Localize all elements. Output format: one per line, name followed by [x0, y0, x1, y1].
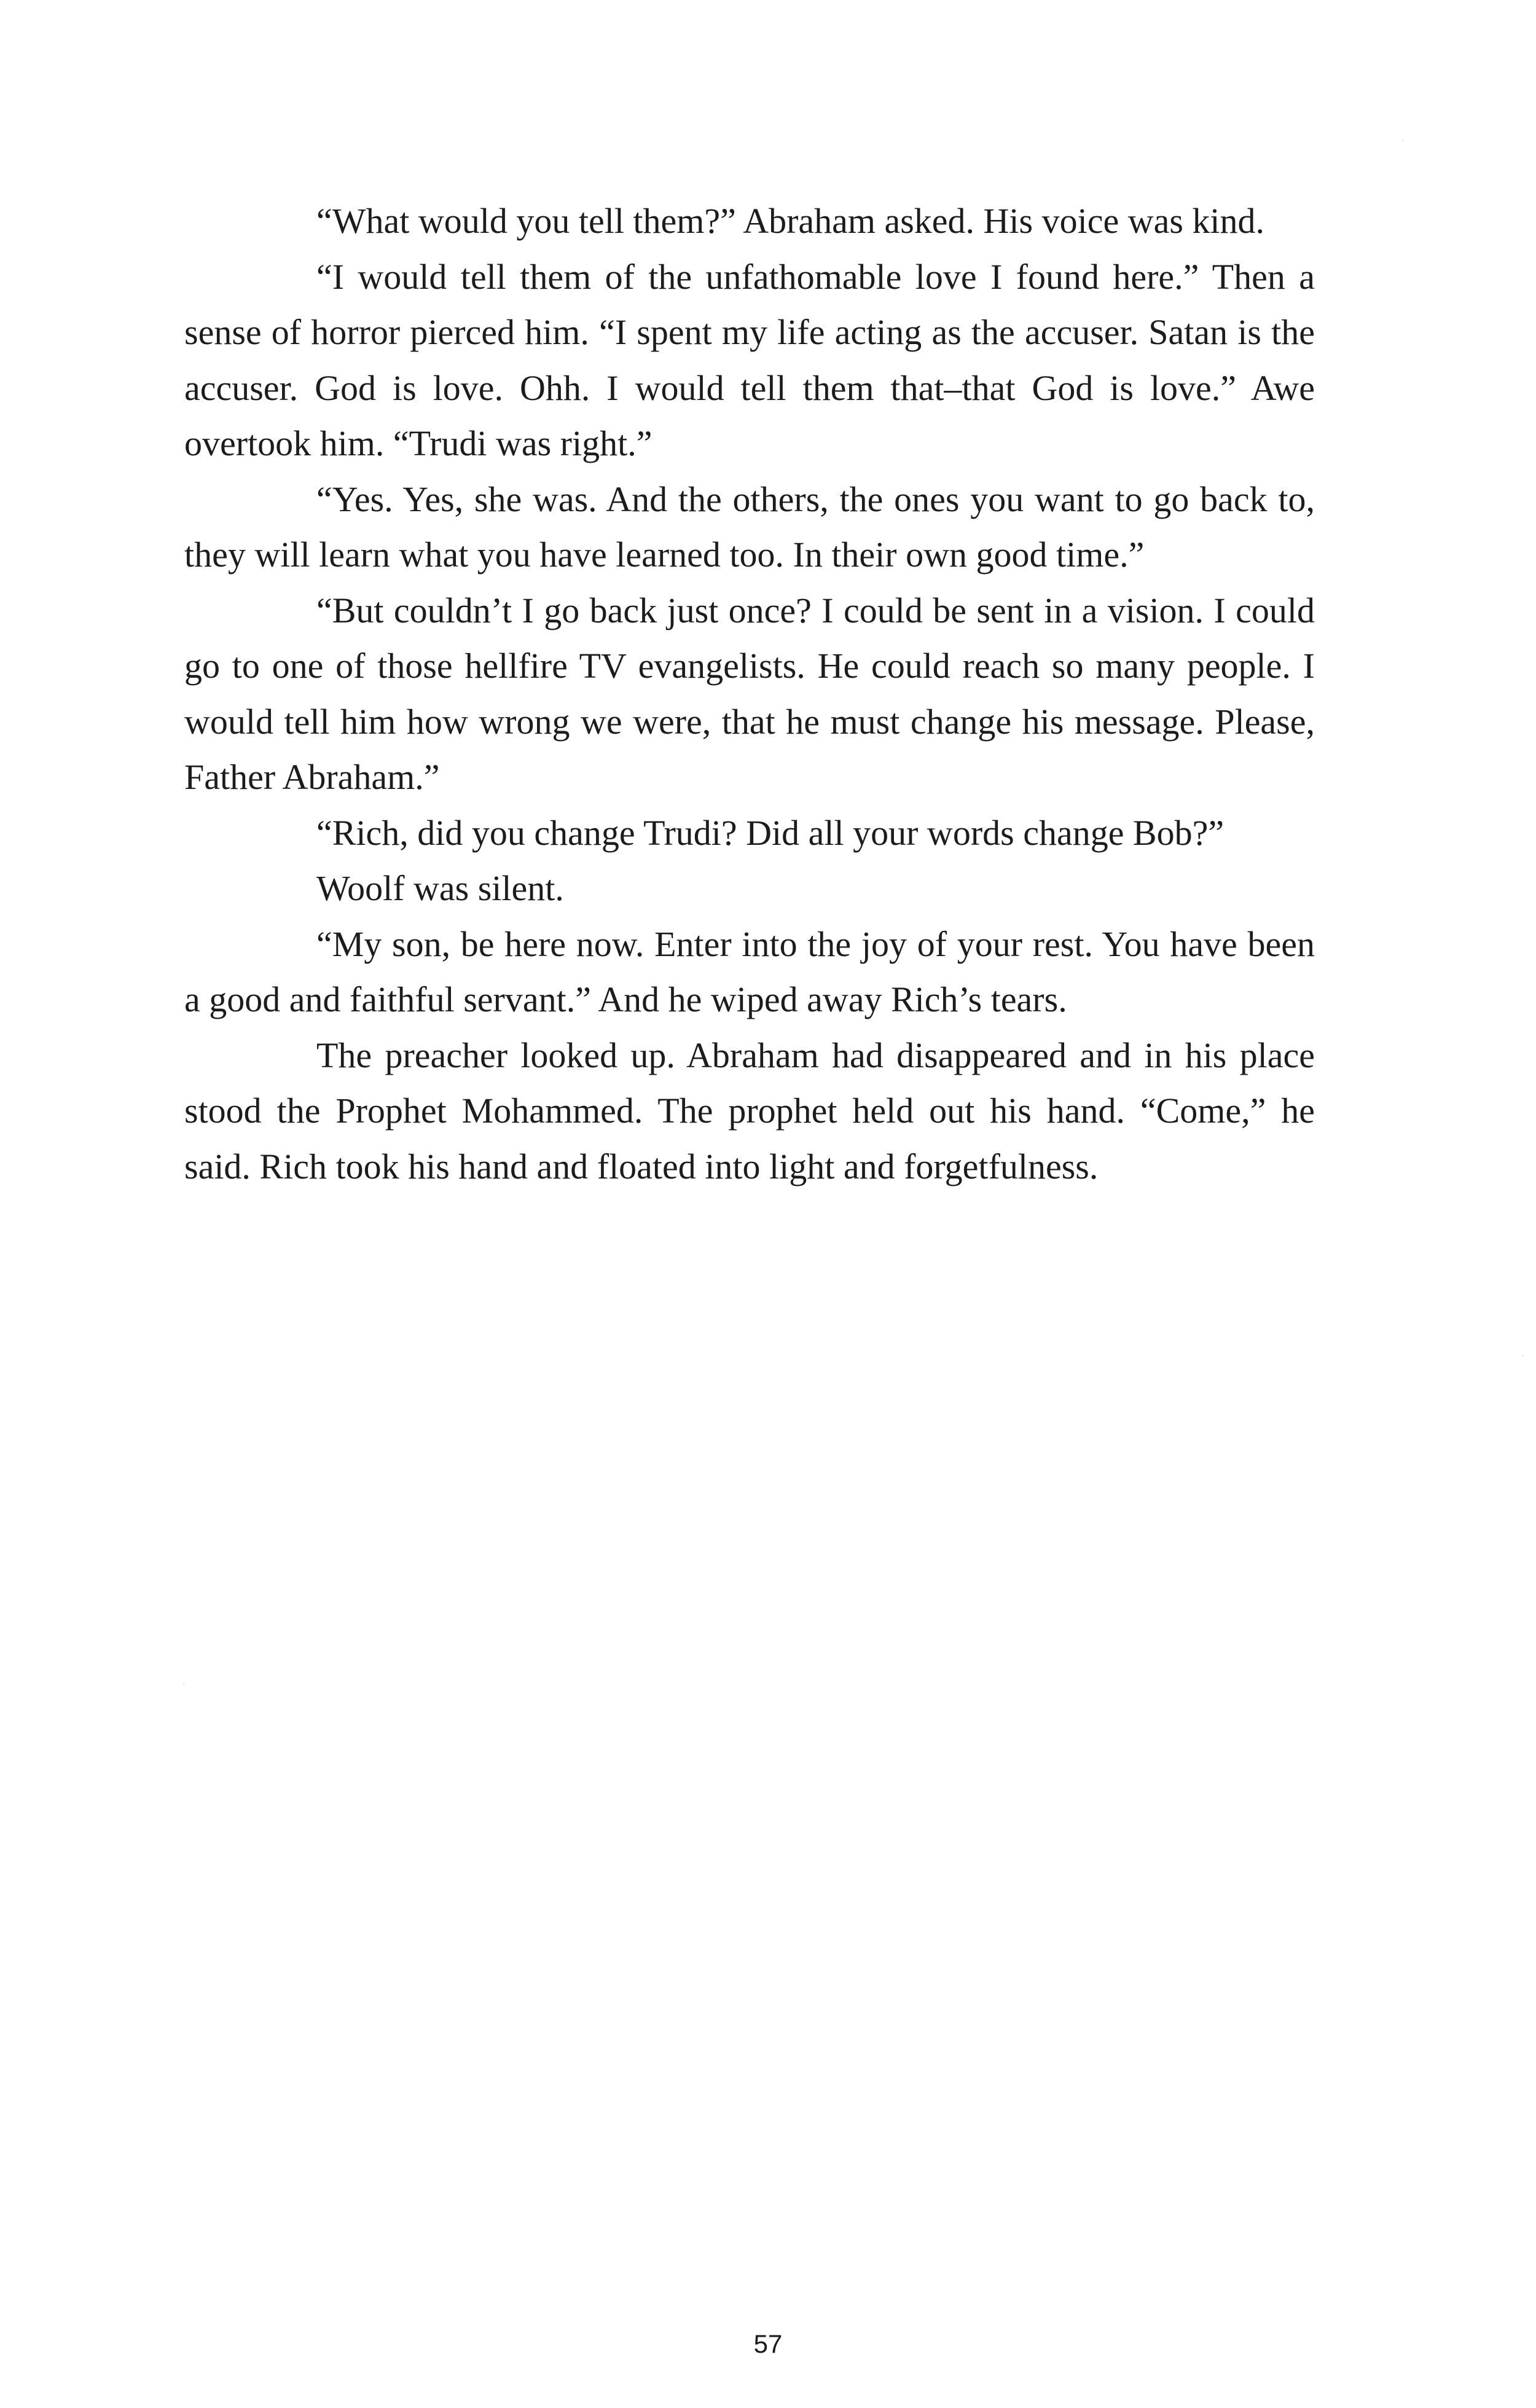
paragraph: “I would tell them of the unfathomable love I found here.” Then a sense of horror pierced him. “I spent my life acting as the accuser. Satan is the accuser. God is love. Ohh. I would tell them that–that God is love.” Awe overtook him. “Trudi was right.”: [184, 256, 1315, 463]
scan-speck: [1522, 1355, 1524, 1356]
paragraph: “My son, be here now. Enter into the joy of your rest. You have been a good and faithful servant.” And he wiped away Rich’s tears.: [184, 924, 1315, 1019]
scan-speck: [1402, 140, 1403, 141]
scan-speck: [183, 1684, 184, 1685]
body-text: [184, 194, 1315, 1194]
paragraph: The preacher looked up. Abraham had disappeared and in his place stood the Prophet Mohammed. The prophet held out his hand. “Come,” he said. Rich took his hand and floated into light and forgetfulness.: [184, 1035, 1315, 1186]
paragraph: “Rich, did you change Trudi? Did all your words change Bob?”: [316, 812, 1224, 853]
paragraph: Woolf was silent.: [316, 868, 564, 908]
paragraph: “But couldn’t I go back just once? I could be sent in a vision. I could go to one of those hellfire TV evangelists. He could reach so many people. I would tell him how wrong we were, that he must change his message. Please, Father Abraham.”: [184, 590, 1315, 797]
paragraph: “Yes. Yes, she was. And the others, the ones you want to go back to, they will learn what you have learned too. In their own good time.”: [184, 479, 1315, 575]
paragraph: “What would you tell them?” Abraham asked. His voice was kind.: [316, 201, 1265, 241]
page-number: 57: [753, 2329, 783, 2358]
